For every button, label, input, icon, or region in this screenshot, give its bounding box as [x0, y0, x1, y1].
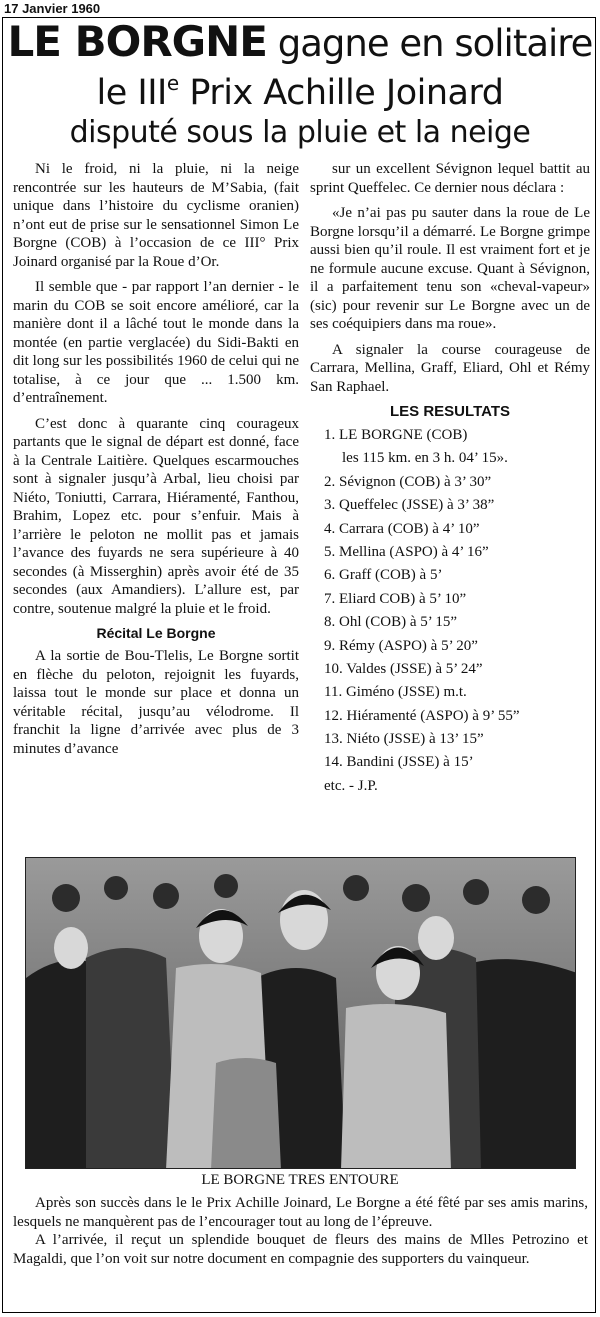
results-list	[310, 426, 590, 795]
paragraph: Il semble que - par rapport l’an dernier - le marin du COB se soit encore amélioré, car la manière dont il a lâché tout le monde dans la montée (en partie verglacée) du Sidi-Bakti en dit long sur les possibilités 1960 de celui qui ne totalise, à ce jour que ... 1.500 km. d’entraînement.	[13, 279, 299, 406]
result-item: 10. Valdes (JSSE) à 5’ 24”	[324, 660, 483, 677]
result-item: 2. Sévignon (COB) à 3’ 30”	[324, 473, 492, 490]
result-item: 7. Eliard COB) à 5’ 10”	[324, 590, 467, 607]
result-item: 1. LE BORGNE (COB)	[324, 427, 468, 443]
headline-line-2	[0, 73, 600, 111]
paragraph: Après son succès dans le le Prix Achille Joinard, Le Borgne a été fêté par ses amis marins, lesquels ne manquèrent pas de l’encourager tout au long de l’épreuve.	[13, 1195, 588, 1230]
result-item: 6. Graff (COB) à 5’	[324, 567, 443, 584]
headline-line-1-rest: gagne en solitaire	[277, 22, 593, 65]
paragraph: A signaler la course courageuse de Carrara, Mellina, Graff, Eliard, Ohl et Rémy San Raphael.	[310, 341, 590, 395]
result-item: 12. Hiéramenté (ASPO) à 9’ 55”	[324, 707, 520, 724]
headline-line-2-post: Prix Achille Joinard	[189, 73, 504, 113]
right-column	[310, 160, 590, 800]
headline-name: LE BORGNE	[7, 17, 267, 66]
result-item: 4. Carrara (COB) à 4’ 10”	[324, 520, 480, 537]
bottom-text	[13, 1194, 588, 1268]
result-item: 9. Rémy (ASPO) à 5’ 20”	[324, 637, 478, 654]
headline-line-3: disputé sous la pluie et la neige	[69, 115, 531, 150]
result-item: les 115 km. en 3 h. 04’ 15».	[342, 450, 508, 467]
paragraph: sur un excellent Sévignon lequel battit au sprint Queffelec. Ce dernier nous déclara :	[310, 161, 590, 196]
result-item: 8. Ohl (COB) à 5’ 15”	[324, 614, 458, 631]
result-item: 11. Giméno (JSSE) m.t.	[324, 684, 467, 701]
photo-caption: LE BORGNE TRES ENTOURE	[201, 1172, 399, 1188]
result-item: 13. Niéto (JSSE) à 13’ 15”	[324, 731, 484, 748]
results-title: LES RESULTATS	[390, 403, 510, 420]
paragraph: A l’arrivée, il reçut un splendide bouquet de fleurs des mains de Mlles Petrozino et Magaldi, que l’on voit sur notre document en compagnie des supporters du vainqueur.	[13, 1232, 588, 1267]
result-item: 5. Mellina (ASPO) à 4’ 16”	[324, 543, 489, 560]
subheading: Récital Le Borgne	[96, 625, 216, 641]
result-item: 14. Bandini (JSSE) à 15’	[324, 754, 474, 771]
article-date: 17 Janvier 1960	[4, 1, 101, 16]
result-item: 3. Queffelec (JSSE) à 3’ 38”	[324, 497, 495, 514]
paragraph: A la sortie de Bou-Tlelis, Le Borgne sortit en flèche du peloton, rejoignit les fuyards, laissa tout le monde sur place et donna un véritable récital, jusqu’au vélodrome. Il franchit la ligne d’arrivée avec plus de 3 minutes d’avance	[13, 648, 299, 757]
headline-line-1	[0, 17, 600, 66]
paragraph: Ni le froid, ni la pluie, ni la neige rencontrée sur les hauteurs de M’Sabia, (fait unique dans l’histoire du cyclisme oranien) n’ont eut de prise sur le sensationnel Simon Le Borgne (COB) à l’occasion de ce III° Prix Joinard organisé par la Roue d’Or.	[13, 161, 299, 270]
headline-line-2-pre: le III	[96, 73, 167, 113]
quote-paragraph: «Je n’ai pas pu sauter dans la roue de Le Borgne lorsqu’il a démarré. Le Borgne grimpe aussi bien qu’il roule. Il est vraiment fort et je ne formule aucune excuse. Quant à Sévignon, il a parfaitement tenu son «cheval-vapeur» (sic) pour revenir sur Le Borgne avec un de ses coéquipiers dans ma roue».	[310, 205, 590, 332]
left-column	[13, 160, 299, 765]
headline-superscript: e	[166, 71, 179, 95]
result-item: etc. - J.P.	[324, 777, 378, 794]
crowd-photo	[25, 857, 576, 1169]
paragraph: C’est donc à quarante cinq courageux partants que le signal de départ est donné, face à la Centrale Laitière. Quelques escarmouches sont à signaler jusqu’à Arbal, lieu choisi par Niéto, Toniutti, Carrara, Hiéramenté, Fanthou, Brahim, Lopez etc. pour s’enfuir. Mais à l’arrière le peloton ne mollit pas et jamais l’avance des fuyards ne sera supérieure à 40 secondes (à Misserghin) après avoir été de 35 secondes (aux Amandiers). L’allure est, par contre, soutenue malgré la pluie et le froid.	[13, 415, 299, 617]
